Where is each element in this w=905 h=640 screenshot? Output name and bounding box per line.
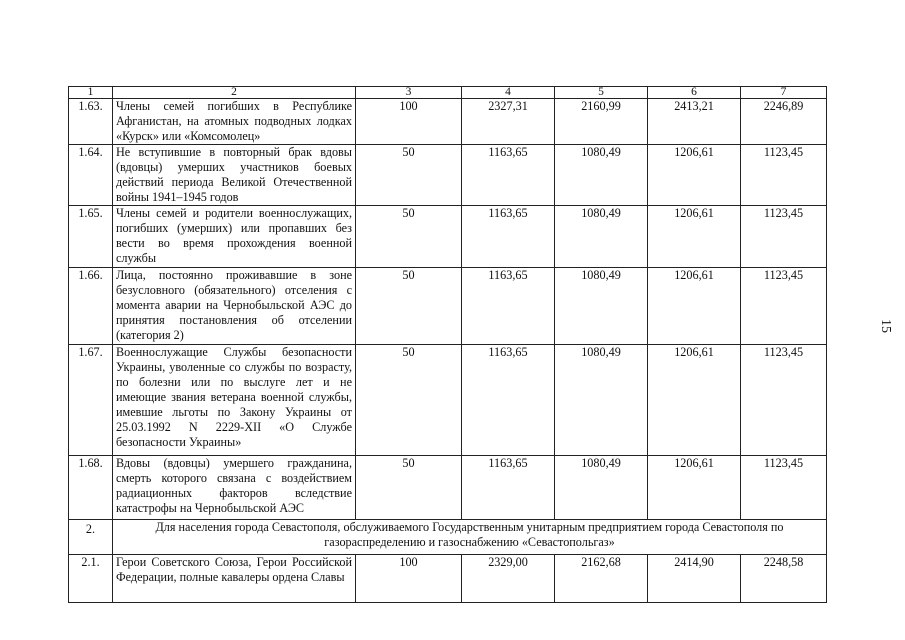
row-number: 1.67. <box>69 345 113 456</box>
document-sheet <box>68 86 826 603</box>
row-description: Члены семей погибших в Республике Афганистан, на атомных подводных лодках «Курск» или «Комсомолец» <box>113 99 356 145</box>
cell-value: 1123,45 <box>741 206 827 268</box>
cell-value: 1163,65 <box>462 206 555 268</box>
column-number: 5 <box>555 87 648 99</box>
row-number: 1.68. <box>69 456 113 520</box>
row-number: 1.64. <box>69 145 113 206</box>
row-description: Герои Советского Союза, Герои Российской Федерации, полные кавалеры ордена Славы <box>113 555 356 603</box>
cell-value: 1206,61 <box>648 145 741 206</box>
row-description: Не вступившие в повторный брак вдовы (вдовцы) умерших участников боевых действий периода Великой Отечественной войны 1941–1945 годов <box>113 145 356 206</box>
cell-value: 50 <box>356 345 462 456</box>
cell-value: 1123,45 <box>741 268 827 345</box>
table-row <box>69 345 827 456</box>
section-title: Для населения города Севастополя, обслуживаемого Государственным унитарным предприятием города Севастополя по газораспределению и газоснабжению «Севастопольгаз» <box>113 520 827 555</box>
column-number: 1 <box>69 87 113 99</box>
cell-value: 2162,68 <box>555 555 648 603</box>
row-number: 1.66. <box>69 268 113 345</box>
cell-value: 2327,31 <box>462 99 555 145</box>
cell-value: 100 <box>356 555 462 603</box>
cell-value: 1206,61 <box>648 268 741 345</box>
row-number: 1.65. <box>69 206 113 268</box>
section-row <box>69 520 827 555</box>
cell-value: 2246,89 <box>741 99 827 145</box>
cell-value: 1206,61 <box>648 456 741 520</box>
cell-value: 1080,49 <box>555 456 648 520</box>
cell-value: 2413,21 <box>648 99 741 145</box>
cell-value: 1080,49 <box>555 206 648 268</box>
table-row <box>69 555 827 603</box>
cell-value: 1163,65 <box>462 268 555 345</box>
cell-value: 2329,00 <box>462 555 555 603</box>
row-description: Военнослужащие Службы безопасности Украины, уволенные со службы по возрасту, по болезни или по выслуге лет и не имеющие звания ветерана военной службы, имевшие льготы по Закону Украины от 25.03.1992 N 2229-XII «О Службе безопасности Украины» <box>113 345 356 456</box>
table-row <box>69 145 827 206</box>
cell-value: 1123,45 <box>741 145 827 206</box>
cell-value: 1080,49 <box>555 268 648 345</box>
section-number: 2. <box>69 520 113 555</box>
table-row <box>69 268 827 345</box>
cell-value: 1123,45 <box>741 456 827 520</box>
page-number: 15 <box>878 319 893 333</box>
cell-value: 50 <box>356 206 462 268</box>
row-description: Члены семей и родители военнослужащих, погибших (умерших) или пропавших без вести во время прохождения военной службы <box>113 206 356 268</box>
cell-value: 100 <box>356 99 462 145</box>
cell-value: 1163,65 <box>462 456 555 520</box>
table-row <box>69 456 827 520</box>
cell-value: 1163,65 <box>462 145 555 206</box>
cell-value: 1206,61 <box>648 206 741 268</box>
cell-value: 1206,61 <box>648 345 741 456</box>
cell-value: 2248,58 <box>741 555 827 603</box>
cell-value: 50 <box>356 268 462 345</box>
column-number: 7 <box>741 87 827 99</box>
column-number: 6 <box>648 87 741 99</box>
cell-value: 1080,49 <box>555 345 648 456</box>
cell-value: 1123,45 <box>741 345 827 456</box>
row-description: Лица, постоянно проживавшие в зоне безусловного (обязательного) отселения с момента аварии на Чернобыльской АЭС до принятия постановления об отселении (категория 2) <box>113 268 356 345</box>
cell-value: 2414,90 <box>648 555 741 603</box>
column-number-row <box>69 87 827 99</box>
cell-value: 50 <box>356 145 462 206</box>
table-row <box>69 206 827 268</box>
row-description: Вдовы (вдовцы) умершего гражданина, смерть которого связана с воздействием радиационных факторов вследствие катастрофы на Чернобыльской АЭС <box>113 456 356 520</box>
column-number: 2 <box>113 87 356 99</box>
table-row <box>69 99 827 145</box>
row-number: 1.63. <box>69 99 113 145</box>
cell-value: 50 <box>356 456 462 520</box>
cell-value: 1080,49 <box>555 145 648 206</box>
column-number: 3 <box>356 87 462 99</box>
benefits-table <box>68 86 827 603</box>
row-number: 2.1. <box>69 555 113 603</box>
cell-value: 2160,99 <box>555 99 648 145</box>
column-number: 4 <box>462 87 555 99</box>
cell-value: 1163,65 <box>462 345 555 456</box>
